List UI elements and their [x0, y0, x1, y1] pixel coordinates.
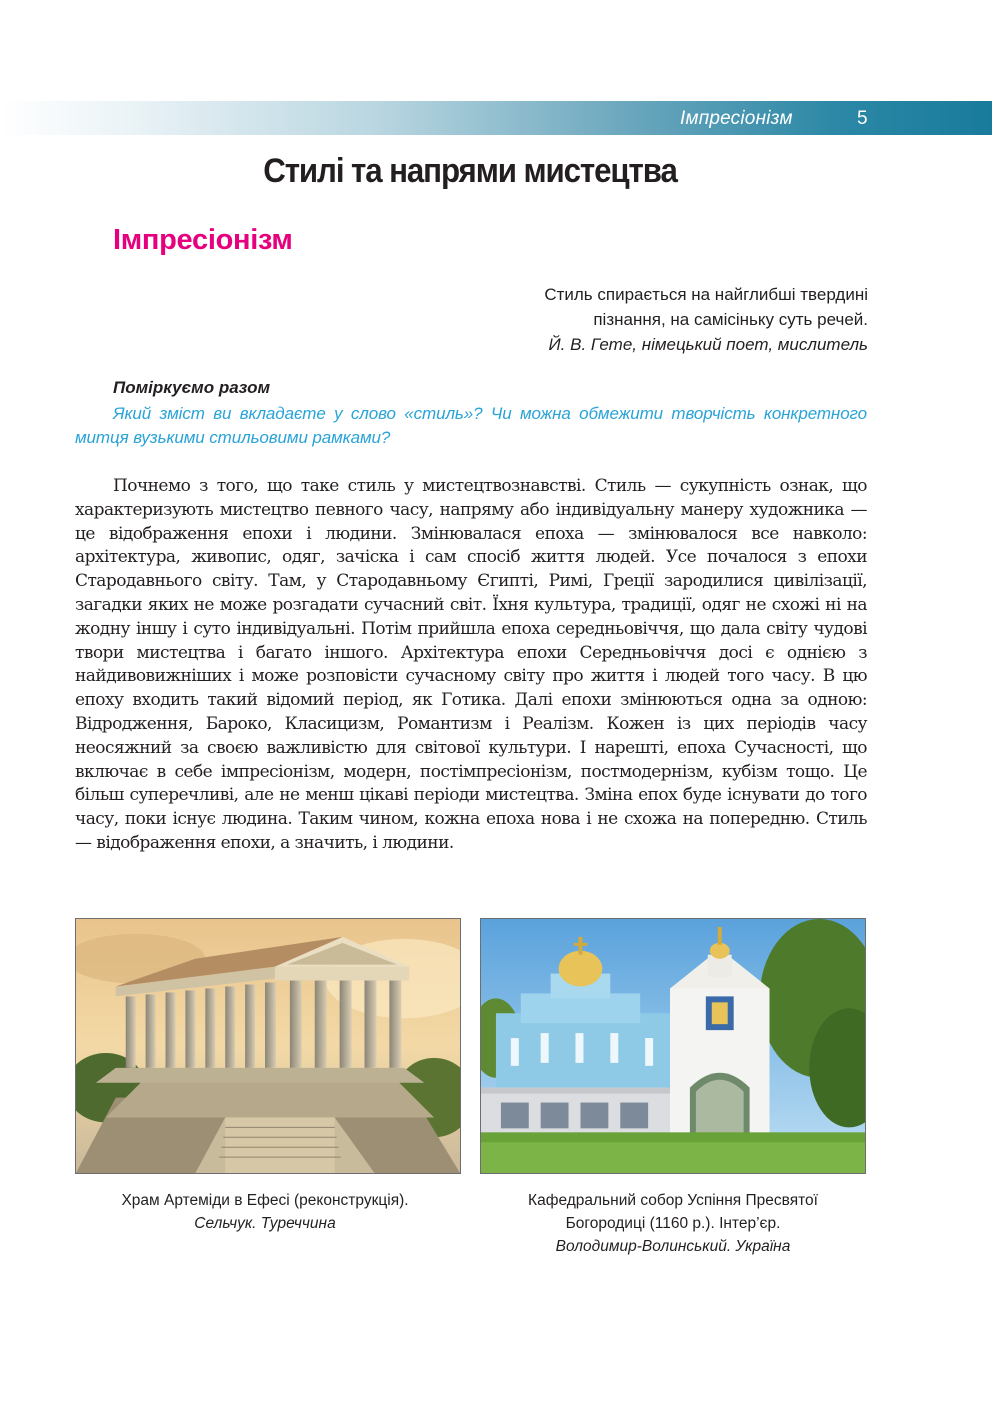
temple-of-artemis-image [75, 918, 461, 1174]
caption-cathedral-title-line-1: Кафедральний собор Успіння Пресвятої [528, 1192, 818, 1209]
cathedral-illustration [481, 919, 865, 1173]
caption-temple-title: Храм Артеміди в Ефесі (реконструкція). [121, 1192, 409, 1209]
discussion-question: Який зміст ви вкладаєте у слово «стиль»? Чи можна обмежити творчість конкретного митця вузькими стильовими рамками? [75, 404, 867, 447]
section-heading: Імпресіонізм [113, 224, 293, 256]
caption-cathedral [478, 1189, 868, 1258]
epigraph-author: Й. В. Гете, німецький поет, мислитель [548, 335, 868, 354]
page-number: 5 [857, 108, 868, 129]
page-title: Стилі та напрями мистецтва [263, 152, 677, 190]
cathedral-image [480, 918, 866, 1174]
caption-cathedral-place: Володимир-Волинський. Україна [555, 1238, 791, 1255]
epigraph-line-2: пізнання, на самісіньку суть речей. [593, 310, 868, 329]
discussion-label: Поміркуємо разом [113, 378, 271, 397]
temple-illustration [76, 919, 460, 1173]
running-title: Імпресіонізм [680, 108, 793, 129]
caption-cathedral-title-line-2: Богородиці (1160 р.). Інтер’єр. [565, 1215, 781, 1232]
epigraph [398, 282, 868, 357]
header-band [0, 101, 992, 135]
caption-temple [70, 1189, 460, 1235]
body-paragraph: Почнемо з того, що таке стиль у мистецтвознавстві. Стиль — сукупність ознак, що характеризують мистецтво певного часу, напряму або індивідуальну манеру художника — це відображення епохи і людини. Змінювалася епоха — змінювалося все навколо: архітектура, живопис, одяг, зачіска і сам спосіб життя людей. Усе почалося з епохи Стародавнього світу. Там, у Стародавньому Єгипті, Римі, Греції зародилися цивілізації, загадки яких не може розгадати сучасний світ. Їхня культура, традиції, одяг не схожі ні на жодну іншу і суто індивідуальні. Потім прийшла епоха середньовіччя, що дала світу чудові твори мистецтва і багато іншого. Архітектура епохи Середньовіччя досі є однією з найдивовижніших і може розповісти сучасному світу про життя і людей того часу. В цю епоху входить такий відомий період, як Готика. Далі епохи змінюються одна за одною: Відродження, Бароко, Класицизм, Романтизм і Реалізм. Кожен із цих періодів часу неосяжний за своєю важливістю для світової культури. І нарешті, епоха Сучасності, що включає в себе імпресіонізм, модерн, постімпресіонізм, постмодернізм, кубізм тощо. Це більш суперечливі, але не менш цікаві періоди мистецтва. Зміна епох буде існувати до того часу, поки існує людина. Таким чином, кожна епоха нова і не схожа на попередню. Стиль — відображення епохи, а значить, і людини. [75, 476, 867, 853]
epigraph-line-1: Стиль спирається на найглибші твердині [544, 285, 868, 304]
caption-temple-place: Сельчук. Туреччина [194, 1215, 336, 1232]
